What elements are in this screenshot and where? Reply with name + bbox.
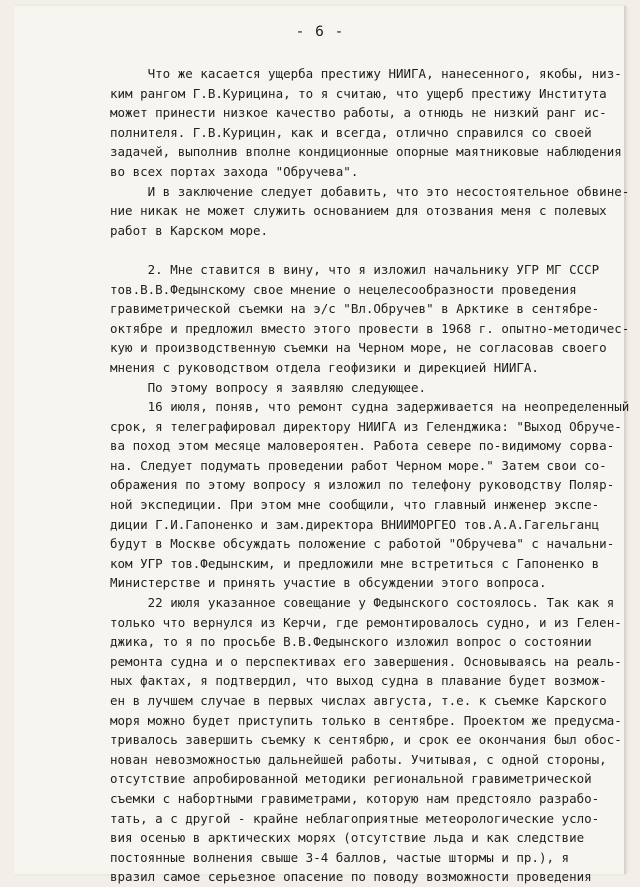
text-line: задачей, выполнив вполне кондиционные опорные маятниковые наблюдения <box>110 144 622 160</box>
text-line: Что же касается ущерба престижу НИИГА, нанесенного, якобы, низ- <box>110 66 622 81</box>
page-number: - 6 - <box>295 24 345 40</box>
text-line: ком УГР тов.Федынским, и предложили мне встретиться с Гапоненко в <box>110 555 600 571</box>
text-line: съемки с набортными гравиметрами, которую нам предстояло разрабо- <box>110 790 600 806</box>
text-line: мнения с руководством отдела геофизики и дирекцией НИИГА. <box>110 359 539 375</box>
text-line: ние никак не может служить основанием для отозвания меня с полевых <box>110 203 607 219</box>
text-line: кую и производственную съемки на Черном море, не согласовав своего <box>110 340 607 356</box>
text-line: диции Г.И.Гапоненко и зам.директора ВНИИМОРГЕО тов.А.А.Гагельганц <box>110 516 600 532</box>
text-line: будут в Москве обсуждать положение с работой "Обручева" с начальни- <box>110 536 615 552</box>
text-line: 16 июля, поняв, что ремонт судна задерживается на неопределенный <box>110 399 630 415</box>
paragraph-gap <box>110 240 610 260</box>
text-line: джика, то я по просьбе В.В.Федынского изложил вопрос о состоянии <box>110 634 592 650</box>
text-line: моря можно будет приступить только в сентябре. Проектом же предусма- <box>110 712 622 728</box>
text-line: работ в Карском море. <box>110 222 269 238</box>
document-body <box>110 64 630 887</box>
text-line: полнителя. Г.В.Курицин, как и всегда, отлично справился со своей <box>110 124 592 140</box>
text-line: ким рангом Г.В.Курицина, то я считаю, что ущерб престижу Института <box>110 85 607 101</box>
text-line: во всех портах захода "Обручева". <box>110 163 359 179</box>
text-line: Министерстве и принять участие в обсуждении этого вопроса. <box>110 575 547 591</box>
text-line: И в заключение следует добавить, что это несостоятельное обвине- <box>110 183 630 199</box>
text-line: может принести низкое качество работы, а отнюдь не низкий ранг ис- <box>110 105 607 121</box>
text-line: срок, я телеграфировал директору НИИГА из Геленджика: "Выход Обруче- <box>110 418 622 434</box>
text-line: постоянные волнения свыше 3-4 баллов, частые штормы и пр.), я <box>110 849 570 865</box>
text-line: октябре и предложил вместо этого провести в 1968 г. опытно-методичес- <box>110 320 630 336</box>
text-line: на. Следует подумать проведении работ Черном море." Затем свои со- <box>110 457 607 473</box>
text-line: ной экспедиции. При этом мне сообщили, что главный инженер экспе- <box>110 497 600 513</box>
text-line: только что вернулся из Керчи, где ремонтировалось судно, и из Гелен- <box>110 614 622 630</box>
text-line: ремонта судна и о перспективах его завершения. Основываясь на реаль- <box>110 653 622 669</box>
text-line: ва поход этом месяце маловероятен. Работа севере по-видимому сорва- <box>110 438 615 454</box>
text-line: тать, а с другой - крайне неблагоприятные метеорологические усло- <box>110 810 600 826</box>
text-line: нован невозможностью дальнейшей работы. Учитывая, с одной стороны, <box>110 751 607 767</box>
text-line: ображения по этому вопросу я изложил по телефону руководству Поляр- <box>110 477 615 493</box>
text-line: отсутствие апробированной методики региональной гравиметрической <box>110 771 592 787</box>
text-line: тов.В.В.Федынскому свое мнение о нецелесообразности проведения <box>110 281 577 297</box>
text-line: вия осенью в арктических морях (отсутствие льда и как следствие <box>110 830 585 846</box>
text-line: гравиметрической съемки на э/с "Вл.Обручев" в Арктике в сентябре- <box>110 301 600 317</box>
text-line: 22 июля указанное совещание у Федынского состоялось. Так как я <box>110 595 615 611</box>
text-line: ных фактах, я подтвердил, что выход судна в плавание будет возмож- <box>110 673 607 689</box>
text-line: 2. Мне ставится в вину, что я изложил начальнику УГР МГ СССР <box>110 261 600 277</box>
paragraph-block-2 <box>110 260 630 887</box>
text-line: По этому вопросу я заявляю следующее. <box>110 379 427 395</box>
text-line: тривалось завершить съемку к сентябрю, и срок ее окончания был обос- <box>110 732 622 748</box>
text-line: вразил самое серьезное опасение по поводу возможности проведения <box>110 869 592 885</box>
paragraph-block-1 <box>110 64 630 240</box>
text-line: ен в лучшем случае в первых числах августа, т.е. к съемке Карского <box>110 693 607 708</box>
